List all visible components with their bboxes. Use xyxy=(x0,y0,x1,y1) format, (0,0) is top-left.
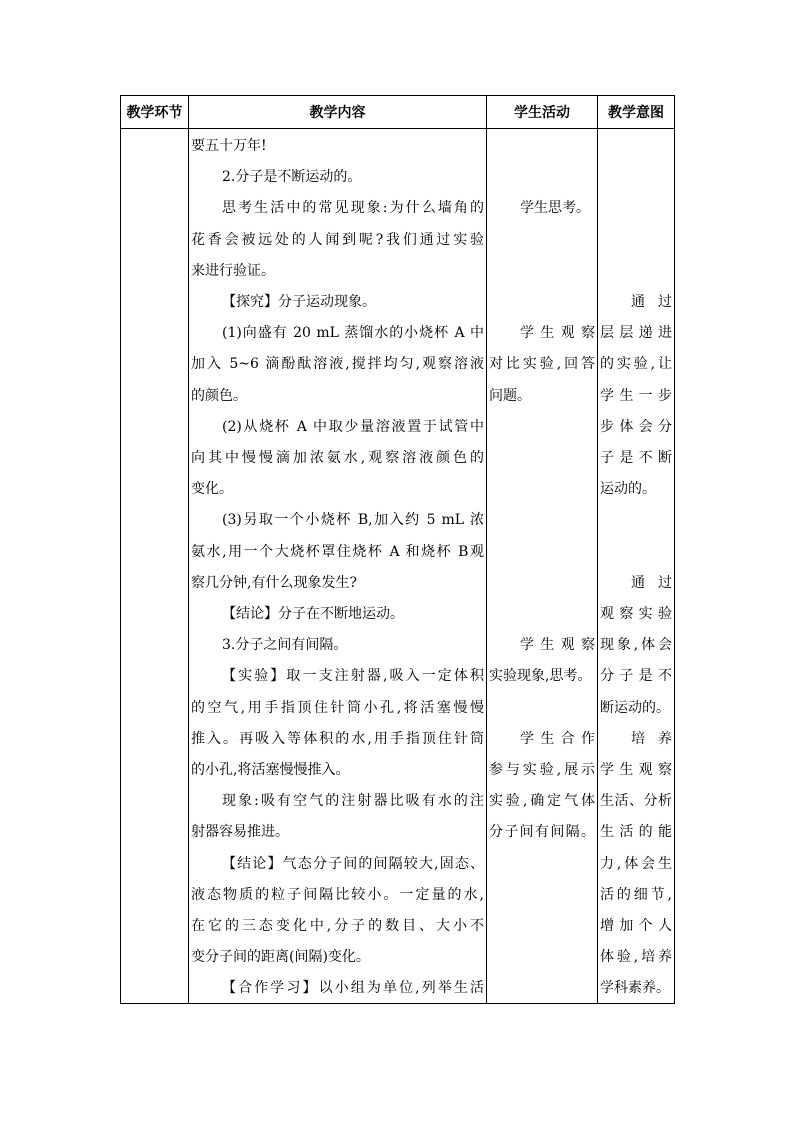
content-line: (2)从烧杯 A 中取少量溶液置于试管中 xyxy=(222,418,484,435)
activity-line: 对比实验,回答 xyxy=(489,356,595,373)
header-activity: 学生活动 xyxy=(487,96,598,129)
content-line: 【合作学习】以小组为单位,列举生活 xyxy=(222,980,484,997)
intent-line: 培 养 xyxy=(631,730,672,747)
content-line: 【结论】气态分子间的间隔较大,固态、 xyxy=(222,855,484,872)
content-line: 2.分子是不断运动的。 xyxy=(222,169,362,186)
header-content: 教学内容 xyxy=(189,96,487,129)
intent-line: 学科素养。 xyxy=(600,980,670,997)
intent-line: 断运动的。 xyxy=(600,699,670,716)
intent-line: 层层递进 xyxy=(600,325,672,342)
intent-line: 增加个人 xyxy=(600,918,672,934)
activity-line: 实验现象,思考。 xyxy=(489,668,592,685)
activity-cell xyxy=(487,129,598,1004)
activity-line: 学生思考。 xyxy=(520,200,590,217)
intent-line: 观察实验 xyxy=(600,606,672,622)
intent-line: 力,体会生 xyxy=(600,855,672,872)
intent-line: 生活、分析 xyxy=(600,793,672,810)
content-line: 【实验】取一支注射器,吸入一定体积 xyxy=(222,668,484,685)
header-row xyxy=(121,96,675,129)
activity-line: 学生观察 xyxy=(520,637,595,654)
content-line: 思考生活中的常见现象:为什么墙角的 xyxy=(222,200,484,217)
activity-line: 学生合作 xyxy=(520,730,595,747)
content-line: 推入。再吸入等体积的水,用手指顶住针筒 xyxy=(191,730,484,747)
activity-line: 学生观察 xyxy=(520,325,595,342)
content-cell xyxy=(189,129,487,1004)
content-line: 【探究】分子运动现象。 xyxy=(222,294,376,310)
content-line: 花香会被远处的人闻到呢?我们通过实验 xyxy=(191,231,484,248)
content-line: (3)另取一个小烧杯 B,加入约 5 mL 浓 xyxy=(222,512,484,529)
stage-cell xyxy=(121,129,189,1004)
header-stage: 教学环节 xyxy=(121,96,189,129)
content-line: 3.分子之间有间隔。 xyxy=(222,637,348,654)
intent-line: 活的细节, xyxy=(600,886,672,903)
content-line: 加入 5~6 滴酚酞溶液,搅拌均匀,观察溶液 xyxy=(191,356,484,373)
content-line: 液态物质的粒子间隔比较小。一定量的水, xyxy=(191,886,484,903)
intent-line: 通 过 xyxy=(631,294,672,310)
intent-line: 的实验,让 xyxy=(600,356,672,373)
content-line: 向其中慢慢滴加浓氨水,观察溶液颜色的 xyxy=(191,450,484,466)
intent-line: 学生一步 xyxy=(600,387,672,404)
intent-line: 现象,体会 xyxy=(600,637,672,654)
activity-line: 参与实验,展示 xyxy=(489,762,595,778)
intent-line: 体验,培养 xyxy=(600,949,672,966)
content-line: 要五十万年! xyxy=(191,138,267,154)
content-line: 现象:吸有空气的注射器比吸有水的注 xyxy=(222,793,484,810)
content-line: 氨水,用一个大烧杯罩住烧杯 A 和烧杯 B观 xyxy=(191,543,484,560)
content-line: 的颜色。 xyxy=(191,387,247,404)
content-line: 射器容易推进。 xyxy=(191,824,289,841)
intent-line: 生活的能 xyxy=(600,824,672,841)
intent-line: 通 过 xyxy=(631,574,672,591)
lesson-plan-table xyxy=(120,95,675,1004)
intent-line: 子是不断 xyxy=(600,450,672,466)
header-intent: 教学意图 xyxy=(598,96,675,129)
content-line: 变化。 xyxy=(191,481,233,498)
content-line: (1)向盛有 20 mL 蒸馏水的小烧杯 A 中 xyxy=(222,325,484,342)
content-line: 察几分钟,有什么现象发生? xyxy=(191,574,357,591)
content-line: 的空气,用手指顶住针筒小孔,将活塞慢慢 xyxy=(191,699,484,716)
content-line: 的小孔,将活塞慢慢推入。 xyxy=(191,762,350,778)
intent-cell xyxy=(598,129,675,1004)
activity-line: 分子间有间隔。 xyxy=(489,824,595,841)
intent-line: 分子是不 xyxy=(600,668,672,685)
activity-line: 问题。 xyxy=(489,387,531,404)
content-line: 来进行验证。 xyxy=(191,262,275,279)
activity-line: 实验,确定气体 xyxy=(489,793,595,810)
intent-line: 运动的。 xyxy=(600,481,656,498)
content-line: 变分子间的距离(间隔)变化。 xyxy=(191,949,370,966)
content-line: 在它的三态变化中,分子的数目、大小不 xyxy=(191,918,484,934)
intent-line: 学生观察 xyxy=(600,762,672,778)
intent-line: 步体会分 xyxy=(600,418,672,435)
body-row xyxy=(121,129,675,1004)
content-line: 【结论】分子在不断地运动。 xyxy=(222,606,404,622)
